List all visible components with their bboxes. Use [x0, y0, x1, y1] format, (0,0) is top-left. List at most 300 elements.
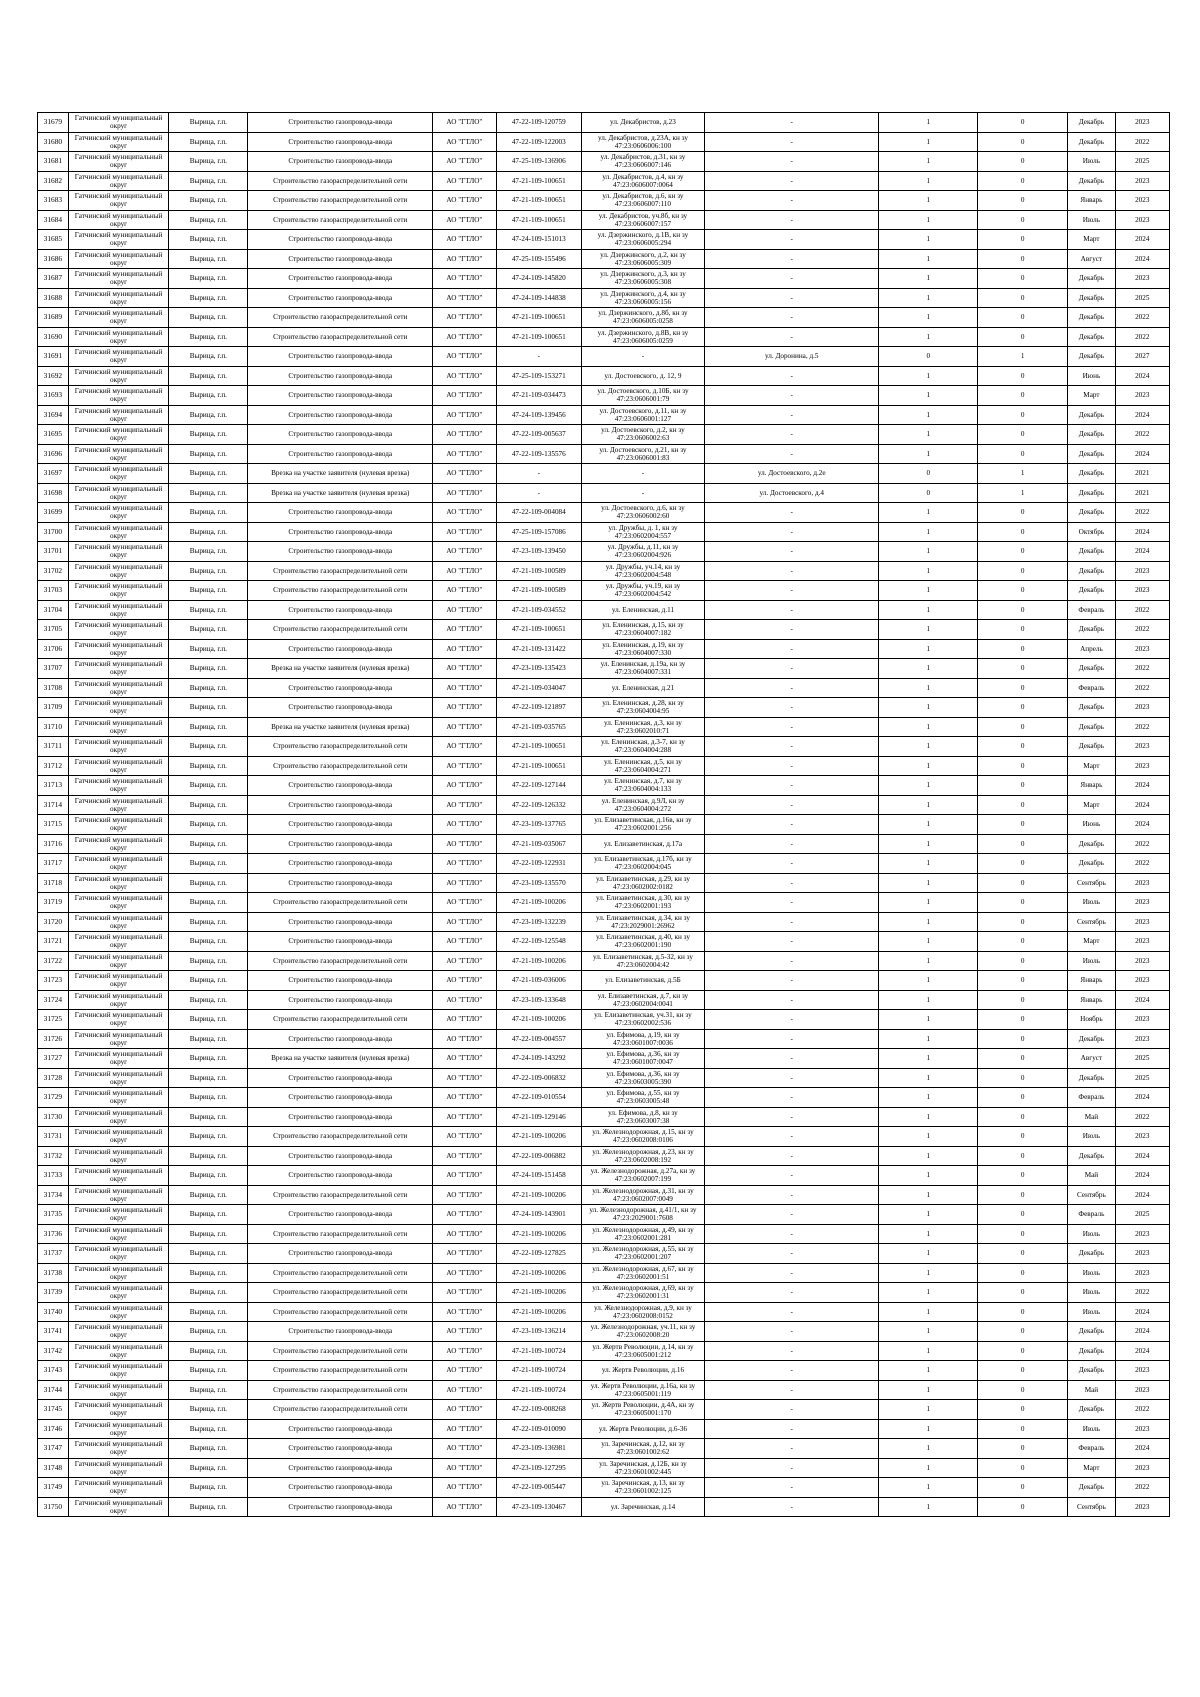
work-type-cell: Строительство газораспределительной сети: [248, 951, 433, 971]
request-number-cell: 47-22-109-006832: [496, 1068, 581, 1088]
settlement-cell: Вырица, г.п.: [169, 990, 248, 1010]
work-type-cell: Строительство газораспределительной сети: [248, 1010, 433, 1030]
organization-cell: АО "ГТЛО": [433, 1010, 497, 1030]
work-type-cell: Строительство газораспределительной сети: [248, 1263, 433, 1283]
address-cell: ул. Жертв Революции, д.14, кн зу 47:23:0605001:212: [581, 1341, 704, 1361]
work-type-cell: Строительство газопровода-ввода: [248, 132, 433, 152]
month-cell: Февраль: [1068, 678, 1115, 698]
district-cell: Гатчинский муниципальный округ: [68, 932, 169, 952]
count-a-cell: 1: [879, 113, 978, 133]
month-cell: Июль: [1068, 210, 1115, 230]
month-cell: Июль: [1068, 152, 1115, 172]
count-b-cell: 0: [978, 386, 1068, 406]
year-cell: 2025: [1115, 1205, 1169, 1225]
row-number: 31708: [38, 678, 69, 698]
year-cell: 2024: [1115, 230, 1169, 250]
month-cell: Март: [1068, 756, 1115, 776]
alt-address-cell: -: [705, 113, 879, 133]
organization-cell: АО "ГТЛО": [433, 1419, 497, 1439]
count-b-cell: 0: [978, 600, 1068, 620]
district-cell: Гатчинский муниципальный округ: [68, 425, 169, 445]
district-cell: Гатчинский муниципальный округ: [68, 1107, 169, 1127]
table-row: [38, 581, 1170, 601]
address-cell: ул. Заречинская, д.12Б, кн зу 47:23:0601002:445: [581, 1458, 704, 1478]
table-row: [38, 191, 1170, 211]
count-a-cell: 1: [879, 990, 978, 1010]
table-row: [38, 1088, 1170, 1108]
request-number-cell: 47-22-109-121897: [496, 698, 581, 718]
month-cell: Декабрь: [1068, 308, 1115, 328]
count-a-cell: 1: [879, 893, 978, 913]
month-cell: Декабрь: [1068, 347, 1115, 367]
alt-address-cell: -: [705, 678, 879, 698]
count-a-cell: 1: [879, 1010, 978, 1030]
request-number-cell: 47-21-109-131422: [496, 639, 581, 659]
table-row: [38, 1049, 1170, 1069]
count-a-cell: 1: [879, 698, 978, 718]
count-a-cell: 1: [879, 1185, 978, 1205]
count-b-cell: 0: [978, 698, 1068, 718]
year-cell: 2023: [1115, 581, 1169, 601]
request-number-cell: 47-21-109-100206: [496, 951, 581, 971]
request-number-cell: 47-21-109-100724: [496, 1380, 581, 1400]
table-row: [38, 659, 1170, 679]
district-cell: Гатчинский муниципальный округ: [68, 815, 169, 835]
count-a-cell: 0: [879, 464, 978, 484]
request-number-cell: 47-23-109-136981: [496, 1439, 581, 1459]
address-cell: ул. Дзержинского, д.3, кн зу 47:23:0606005:308: [581, 269, 704, 289]
address-cell: ул. Железнодорожная, д.67, кн зу 47:23:0602001:51: [581, 1263, 704, 1283]
count-b-cell: 0: [978, 1049, 1068, 1069]
address-cell: ул. Ефимова, д.36, кн зу 47:23:0601007:0047: [581, 1049, 704, 1069]
request-number-cell: 47-21-109-035765: [496, 717, 581, 737]
alt-address-cell: -: [705, 1497, 879, 1517]
alt-address-cell: -: [705, 581, 879, 601]
year-cell: 2023: [1115, 386, 1169, 406]
count-a-cell: 1: [879, 678, 978, 698]
request-number-cell: 47-21-109-034047: [496, 678, 581, 698]
month-cell: Февраль: [1068, 600, 1115, 620]
row-number: 31719: [38, 893, 69, 913]
row-number: 31679: [38, 113, 69, 133]
row-number: 31697: [38, 464, 69, 484]
request-number-cell: 47-22-109-006882: [496, 1146, 581, 1166]
row-number: 31721: [38, 932, 69, 952]
table-row: [38, 717, 1170, 737]
district-cell: Гатчинский муниципальный округ: [68, 288, 169, 308]
table-body: [38, 113, 1170, 1517]
year-cell: 2021: [1115, 483, 1169, 503]
month-cell: Декабрь: [1068, 1322, 1115, 1342]
work-type-cell: Строительство газораспределительной сети: [248, 756, 433, 776]
count-b-cell: 0: [978, 113, 1068, 133]
count-a-cell: 1: [879, 1107, 978, 1127]
month-cell: Июль: [1068, 1224, 1115, 1244]
alt-address-cell: -: [705, 990, 879, 1010]
address-cell: ул. Ефимова, д.36, кн зу 47:23:0603005:390: [581, 1068, 704, 1088]
count-a-cell: 1: [879, 1224, 978, 1244]
district-cell: Гатчинский муниципальный округ: [68, 698, 169, 718]
year-cell: 2024: [1115, 1439, 1169, 1459]
row-number: 31726: [38, 1029, 69, 1049]
count-b-cell: 0: [978, 152, 1068, 172]
request-number-cell: 47-22-109-125548: [496, 932, 581, 952]
alt-address-cell: -: [705, 561, 879, 581]
address-cell: ул. Еленинская, д.28, кн зу 47:23:0604004:95: [581, 698, 704, 718]
count-a-cell: 1: [879, 1458, 978, 1478]
alt-address-cell: -: [705, 1380, 879, 1400]
address-cell: ул. Еленинская, д.3, кн зу 47:23:0602010:71: [581, 717, 704, 737]
district-cell: Гатчинский муниципальный округ: [68, 1224, 169, 1244]
alt-address-cell: -: [705, 1478, 879, 1498]
district-cell: Гатчинский муниципальный округ: [68, 366, 169, 386]
alt-address-cell: -: [705, 1146, 879, 1166]
organization-cell: АО "ГТЛО": [433, 171, 497, 191]
year-cell: 2023: [1115, 171, 1169, 191]
row-number: 31731: [38, 1127, 69, 1147]
district-cell: Гатчинский муниципальный округ: [68, 620, 169, 640]
count-a-cell: 1: [879, 639, 978, 659]
table-row: [38, 893, 1170, 913]
table-row: [38, 795, 1170, 815]
organization-cell: АО "ГТЛО": [433, 113, 497, 133]
table-row: [38, 1497, 1170, 1517]
table-row: [38, 971, 1170, 991]
count-a-cell: 0: [879, 347, 978, 367]
month-cell: Декабрь: [1068, 171, 1115, 191]
alt-address-cell: -: [705, 1224, 879, 1244]
count-a-cell: 1: [879, 132, 978, 152]
row-number: 31702: [38, 561, 69, 581]
organization-cell: АО "ГТЛО": [433, 1185, 497, 1205]
month-cell: Сентябрь: [1068, 873, 1115, 893]
organization-cell: АО "ГТЛО": [433, 756, 497, 776]
count-b-cell: 0: [978, 639, 1068, 659]
request-number-cell: 47-25-109-153271: [496, 366, 581, 386]
organization-cell: АО "ГТЛО": [433, 581, 497, 601]
organization-cell: АО "ГТЛО": [433, 971, 497, 991]
organization-cell: АО "ГТЛО": [433, 249, 497, 269]
year-cell: 2024: [1115, 990, 1169, 1010]
settlement-cell: Вырица, г.п.: [169, 269, 248, 289]
month-cell: Март: [1068, 1458, 1115, 1478]
district-cell: Гатчинский муниципальный округ: [68, 1185, 169, 1205]
count-b-cell: 0: [978, 327, 1068, 347]
organization-cell: АО "ГТЛО": [433, 1302, 497, 1322]
count-b-cell: 0: [978, 1244, 1068, 1264]
year-cell: 2025: [1115, 1068, 1169, 1088]
request-number-cell: 47-21-109-100651: [496, 210, 581, 230]
month-cell: Декабрь: [1068, 698, 1115, 718]
count-a-cell: 1: [879, 1302, 978, 1322]
table-row: [38, 327, 1170, 347]
table-row: [38, 542, 1170, 562]
year-cell: 2024: [1115, 1088, 1169, 1108]
settlement-cell: Вырица, г.п.: [169, 854, 248, 874]
month-cell: Декабрь: [1068, 620, 1115, 640]
table-row: [38, 1302, 1170, 1322]
request-number-cell: 47-23-109-133648: [496, 990, 581, 1010]
request-number-cell: 47-21-109-100589: [496, 561, 581, 581]
alt-address-cell: -: [705, 1322, 879, 1342]
alt-address-cell: -: [705, 1439, 879, 1459]
work-type-cell: Строительство газопровода-ввода: [248, 386, 433, 406]
alt-address-cell: -: [705, 386, 879, 406]
request-number-cell: -: [496, 483, 581, 503]
settlement-cell: Вырица, г.п.: [169, 795, 248, 815]
count-a-cell: 1: [879, 815, 978, 835]
alt-address-cell: -: [705, 1010, 879, 1030]
count-b-cell: 0: [978, 776, 1068, 796]
settlement-cell: Вырица, г.п.: [169, 132, 248, 152]
settlement-cell: Вырица, г.п.: [169, 327, 248, 347]
alt-address-cell: -: [705, 288, 879, 308]
request-number-cell: 47-21-109-100724: [496, 1341, 581, 1361]
work-type-cell: Строительство газопровода-ввода: [248, 269, 433, 289]
month-cell: Декабрь: [1068, 269, 1115, 289]
month-cell: Январь: [1068, 776, 1115, 796]
alt-address-cell: -: [705, 191, 879, 211]
organization-cell: АО "ГТЛО": [433, 191, 497, 211]
work-type-cell: Строительство газораспределительной сети: [248, 737, 433, 757]
row-number: 31709: [38, 698, 69, 718]
year-cell: 2023: [1115, 1497, 1169, 1517]
count-a-cell: 1: [879, 1497, 978, 1517]
table-row: [38, 678, 1170, 698]
count-a-cell: 1: [879, 1439, 978, 1459]
row-number: 31740: [38, 1302, 69, 1322]
address-cell: ул. Елизаветинская, д.40, кн зу 47:23:0602001:190: [581, 932, 704, 952]
address-cell: ул. Еленинская, д.9Л, кн зу 47:23:0604004:272: [581, 795, 704, 815]
address-cell: ул. Еленинская, д.11: [581, 600, 704, 620]
settlement-cell: Вырица, г.п.: [169, 1263, 248, 1283]
work-type-cell: Врезка на участке заявителя (нулевая врезка): [248, 483, 433, 503]
count-a-cell: 1: [879, 210, 978, 230]
alt-address-cell: -: [705, 308, 879, 328]
table-row: [38, 1029, 1170, 1049]
organization-cell: АО "ГТЛО": [433, 1205, 497, 1225]
work-type-cell: Строительство газопровода-ввода: [248, 347, 433, 367]
count-a-cell: 1: [879, 366, 978, 386]
work-type-cell: Строительство газораспределительной сети: [248, 620, 433, 640]
work-type-cell: Строительство газопровода-ввода: [248, 1068, 433, 1088]
month-cell: Июль: [1068, 1302, 1115, 1322]
count-a-cell: 1: [879, 561, 978, 581]
district-cell: Гатчинский муниципальный округ: [68, 854, 169, 874]
settlement-cell: Вырица, г.п.: [169, 503, 248, 523]
request-number-cell: 47-24-109-151013: [496, 230, 581, 250]
alt-address-cell: -: [705, 1068, 879, 1088]
year-cell: 2023: [1115, 1419, 1169, 1439]
month-cell: Май: [1068, 1107, 1115, 1127]
request-number-cell: 47-21-109-100651: [496, 308, 581, 328]
organization-cell: АО "ГТЛО": [433, 639, 497, 659]
year-cell: 2024: [1115, 1341, 1169, 1361]
work-type-cell: Строительство газопровода-ввода: [248, 1439, 433, 1459]
settlement-cell: Вырица, г.п.: [169, 347, 248, 367]
month-cell: Июль: [1068, 1283, 1115, 1303]
request-number-cell: 47-21-109-100651: [496, 171, 581, 191]
settlement-cell: Вырица, г.п.: [169, 951, 248, 971]
address-cell: ул. Железнодорожная, уч.11, кн зу 47:23:0602008:20: [581, 1322, 704, 1342]
row-number: 31692: [38, 366, 69, 386]
row-number: 31720: [38, 912, 69, 932]
count-b-cell: 0: [978, 132, 1068, 152]
organization-cell: АО "ГТЛО": [433, 308, 497, 328]
organization-cell: АО "ГТЛО": [433, 464, 497, 484]
table-row: [38, 113, 1170, 133]
work-type-cell: Врезка на участке заявителя (нулевая врезка): [248, 717, 433, 737]
row-number: 31745: [38, 1400, 69, 1420]
work-type-cell: Строительство газораспределительной сети: [248, 1185, 433, 1205]
address-cell: ул. Жертв Революции, д.4А, кн зу 47:23:0605001:170: [581, 1400, 704, 1420]
work-type-cell: Строительство газопровода-ввода: [248, 795, 433, 815]
month-cell: Июль: [1068, 1419, 1115, 1439]
work-type-cell: Строительство газопровода-ввода: [248, 503, 433, 523]
request-number-cell: 47-22-109-126332: [496, 795, 581, 815]
request-number-cell: 47-23-109-130467: [496, 1497, 581, 1517]
request-number-cell: 47-23-109-132239: [496, 912, 581, 932]
settlement-cell: Вырица, г.п.: [169, 1361, 248, 1381]
work-type-cell: Строительство газопровода-ввода: [248, 1088, 433, 1108]
count-b-cell: 0: [978, 834, 1068, 854]
row-number: 31684: [38, 210, 69, 230]
district-cell: Гатчинский муниципальный округ: [68, 1400, 169, 1420]
district-cell: Гатчинский муниципальный округ: [68, 210, 169, 230]
district-cell: Гатчинский муниципальный округ: [68, 1478, 169, 1498]
count-b-cell: 0: [978, 1263, 1068, 1283]
address-cell: -: [581, 483, 704, 503]
count-a-cell: 1: [879, 1127, 978, 1147]
row-number: 31727: [38, 1049, 69, 1069]
work-type-cell: Строительство газопровода-ввода: [248, 1322, 433, 1342]
settlement-cell: Вырица, г.п.: [169, 1380, 248, 1400]
row-number: 31700: [38, 522, 69, 542]
table-row: [38, 1341, 1170, 1361]
address-cell: ул. Достоевского, д.2, кн зу 47:23:0606002:63: [581, 425, 704, 445]
request-number-cell: 47-21-109-100206: [496, 1224, 581, 1244]
count-b-cell: 0: [978, 1029, 1068, 1049]
address-cell: ул. Декабристов, д.6, кн зу 47:23:0606007:110: [581, 191, 704, 211]
request-number-cell: 47-22-109-008268: [496, 1400, 581, 1420]
settlement-cell: Вырица, г.п.: [169, 1068, 248, 1088]
year-cell: 2022: [1115, 678, 1169, 698]
organization-cell: АО "ГТЛО": [433, 678, 497, 698]
organization-cell: АО "ГТЛО": [433, 873, 497, 893]
address-cell: ул. Дружбы, д. 1, кн зу 47:23:0602004:557: [581, 522, 704, 542]
district-cell: Гатчинский муниципальный округ: [68, 405, 169, 425]
table-row: [38, 561, 1170, 581]
month-cell: Декабрь: [1068, 327, 1115, 347]
row-number: 31705: [38, 620, 69, 640]
request-number-cell: 47-22-109-120759: [496, 113, 581, 133]
work-type-cell: Строительство газопровода-ввода: [248, 542, 433, 562]
row-number: 31685: [38, 230, 69, 250]
settlement-cell: Вырица, г.п.: [169, 386, 248, 406]
district-cell: Гатчинский муниципальный округ: [68, 951, 169, 971]
year-cell: 2023: [1115, 191, 1169, 211]
month-cell: Февраль: [1068, 1088, 1115, 1108]
settlement-cell: Вырица, г.п.: [169, 152, 248, 172]
year-cell: 2022: [1115, 1400, 1169, 1420]
organization-cell: АО "ГТЛО": [433, 152, 497, 172]
row-number: 31695: [38, 425, 69, 445]
table-row: [38, 1458, 1170, 1478]
organization-cell: АО "ГТЛО": [433, 561, 497, 581]
table-row: [38, 1205, 1170, 1225]
work-type-cell: Строительство газопровода-ввода: [248, 854, 433, 874]
work-type-cell: Строительство газораспределительной сети: [248, 210, 433, 230]
alt-address-cell: -: [705, 152, 879, 172]
row-number: 31735: [38, 1205, 69, 1225]
count-b-cell: 0: [978, 1146, 1068, 1166]
request-number-cell: 47-21-109-034473: [496, 386, 581, 406]
count-a-cell: 1: [879, 1205, 978, 1225]
district-cell: Гатчинский муниципальный округ: [68, 776, 169, 796]
table-row: [38, 776, 1170, 796]
address-cell: ул. Еленинская, д.19, кн зу 47:23:0604007:330: [581, 639, 704, 659]
request-number-cell: 47-24-109-151458: [496, 1166, 581, 1186]
year-cell: 2022: [1115, 1478, 1169, 1498]
organization-cell: АО "ГТЛО": [433, 503, 497, 523]
district-cell: Гатчинский муниципальный округ: [68, 444, 169, 464]
year-cell: 2024: [1115, 366, 1169, 386]
table-row: [38, 1185, 1170, 1205]
organization-cell: АО "ГТЛО": [433, 1322, 497, 1342]
organization-cell: АО "ГТЛО": [433, 347, 497, 367]
organization-cell: АО "ГТЛО": [433, 932, 497, 952]
count-a-cell: 1: [879, 1341, 978, 1361]
table-row: [38, 347, 1170, 367]
organization-cell: АО "ГТЛО": [433, 1380, 497, 1400]
organization-cell: АО "ГТЛО": [433, 834, 497, 854]
work-type-cell: Строительство газораспределительной сети: [248, 327, 433, 347]
table-row: [38, 1361, 1170, 1381]
count-b-cell: 0: [978, 269, 1068, 289]
district-cell: Гатчинский муниципальный округ: [68, 737, 169, 757]
district-cell: Гатчинский муниципальный округ: [68, 464, 169, 484]
district-cell: Гатчинский муниципальный округ: [68, 1497, 169, 1517]
year-cell: 2024: [1115, 522, 1169, 542]
request-number-cell: 47-25-109-155496: [496, 249, 581, 269]
row-number: 31722: [38, 951, 69, 971]
alt-address-cell: -: [705, 405, 879, 425]
district-cell: Гатчинский муниципальный округ: [68, 1380, 169, 1400]
address-cell: ул. Елизаветинская, д.16в, кн зу 47:23:0602001:256: [581, 815, 704, 835]
request-number-cell: 47-22-109-010090: [496, 1419, 581, 1439]
settlement-cell: Вырица, г.п.: [169, 288, 248, 308]
month-cell: Декабрь: [1068, 1341, 1115, 1361]
month-cell: Сентябрь: [1068, 1185, 1115, 1205]
work-type-cell: Строительство газопровода-ввода: [248, 990, 433, 1010]
month-cell: Январь: [1068, 971, 1115, 991]
district-cell: Гатчинский муниципальный округ: [68, 542, 169, 562]
request-number-cell: 47-22-109-010554: [496, 1088, 581, 1108]
year-cell: 2025: [1115, 1049, 1169, 1069]
address-cell: ул. Елизаветинская, уч.31, кн зу 47:23:0602002:536: [581, 1010, 704, 1030]
year-cell: 2023: [1115, 951, 1169, 971]
alt-address-cell: ул. Достоевского, д.2е: [705, 464, 879, 484]
table-row: [38, 1283, 1170, 1303]
alt-address-cell: -: [705, 1185, 879, 1205]
month-cell: Декабрь: [1068, 1068, 1115, 1088]
count-b-cell: 0: [978, 210, 1068, 230]
settlement-cell: Вырица, г.п.: [169, 776, 248, 796]
row-number: 31732: [38, 1146, 69, 1166]
work-type-cell: Строительство газопровода-ввода: [248, 444, 433, 464]
work-type-cell: Строительство газораспределительной сети: [248, 308, 433, 328]
district-cell: Гатчинский муниципальный округ: [68, 1146, 169, 1166]
